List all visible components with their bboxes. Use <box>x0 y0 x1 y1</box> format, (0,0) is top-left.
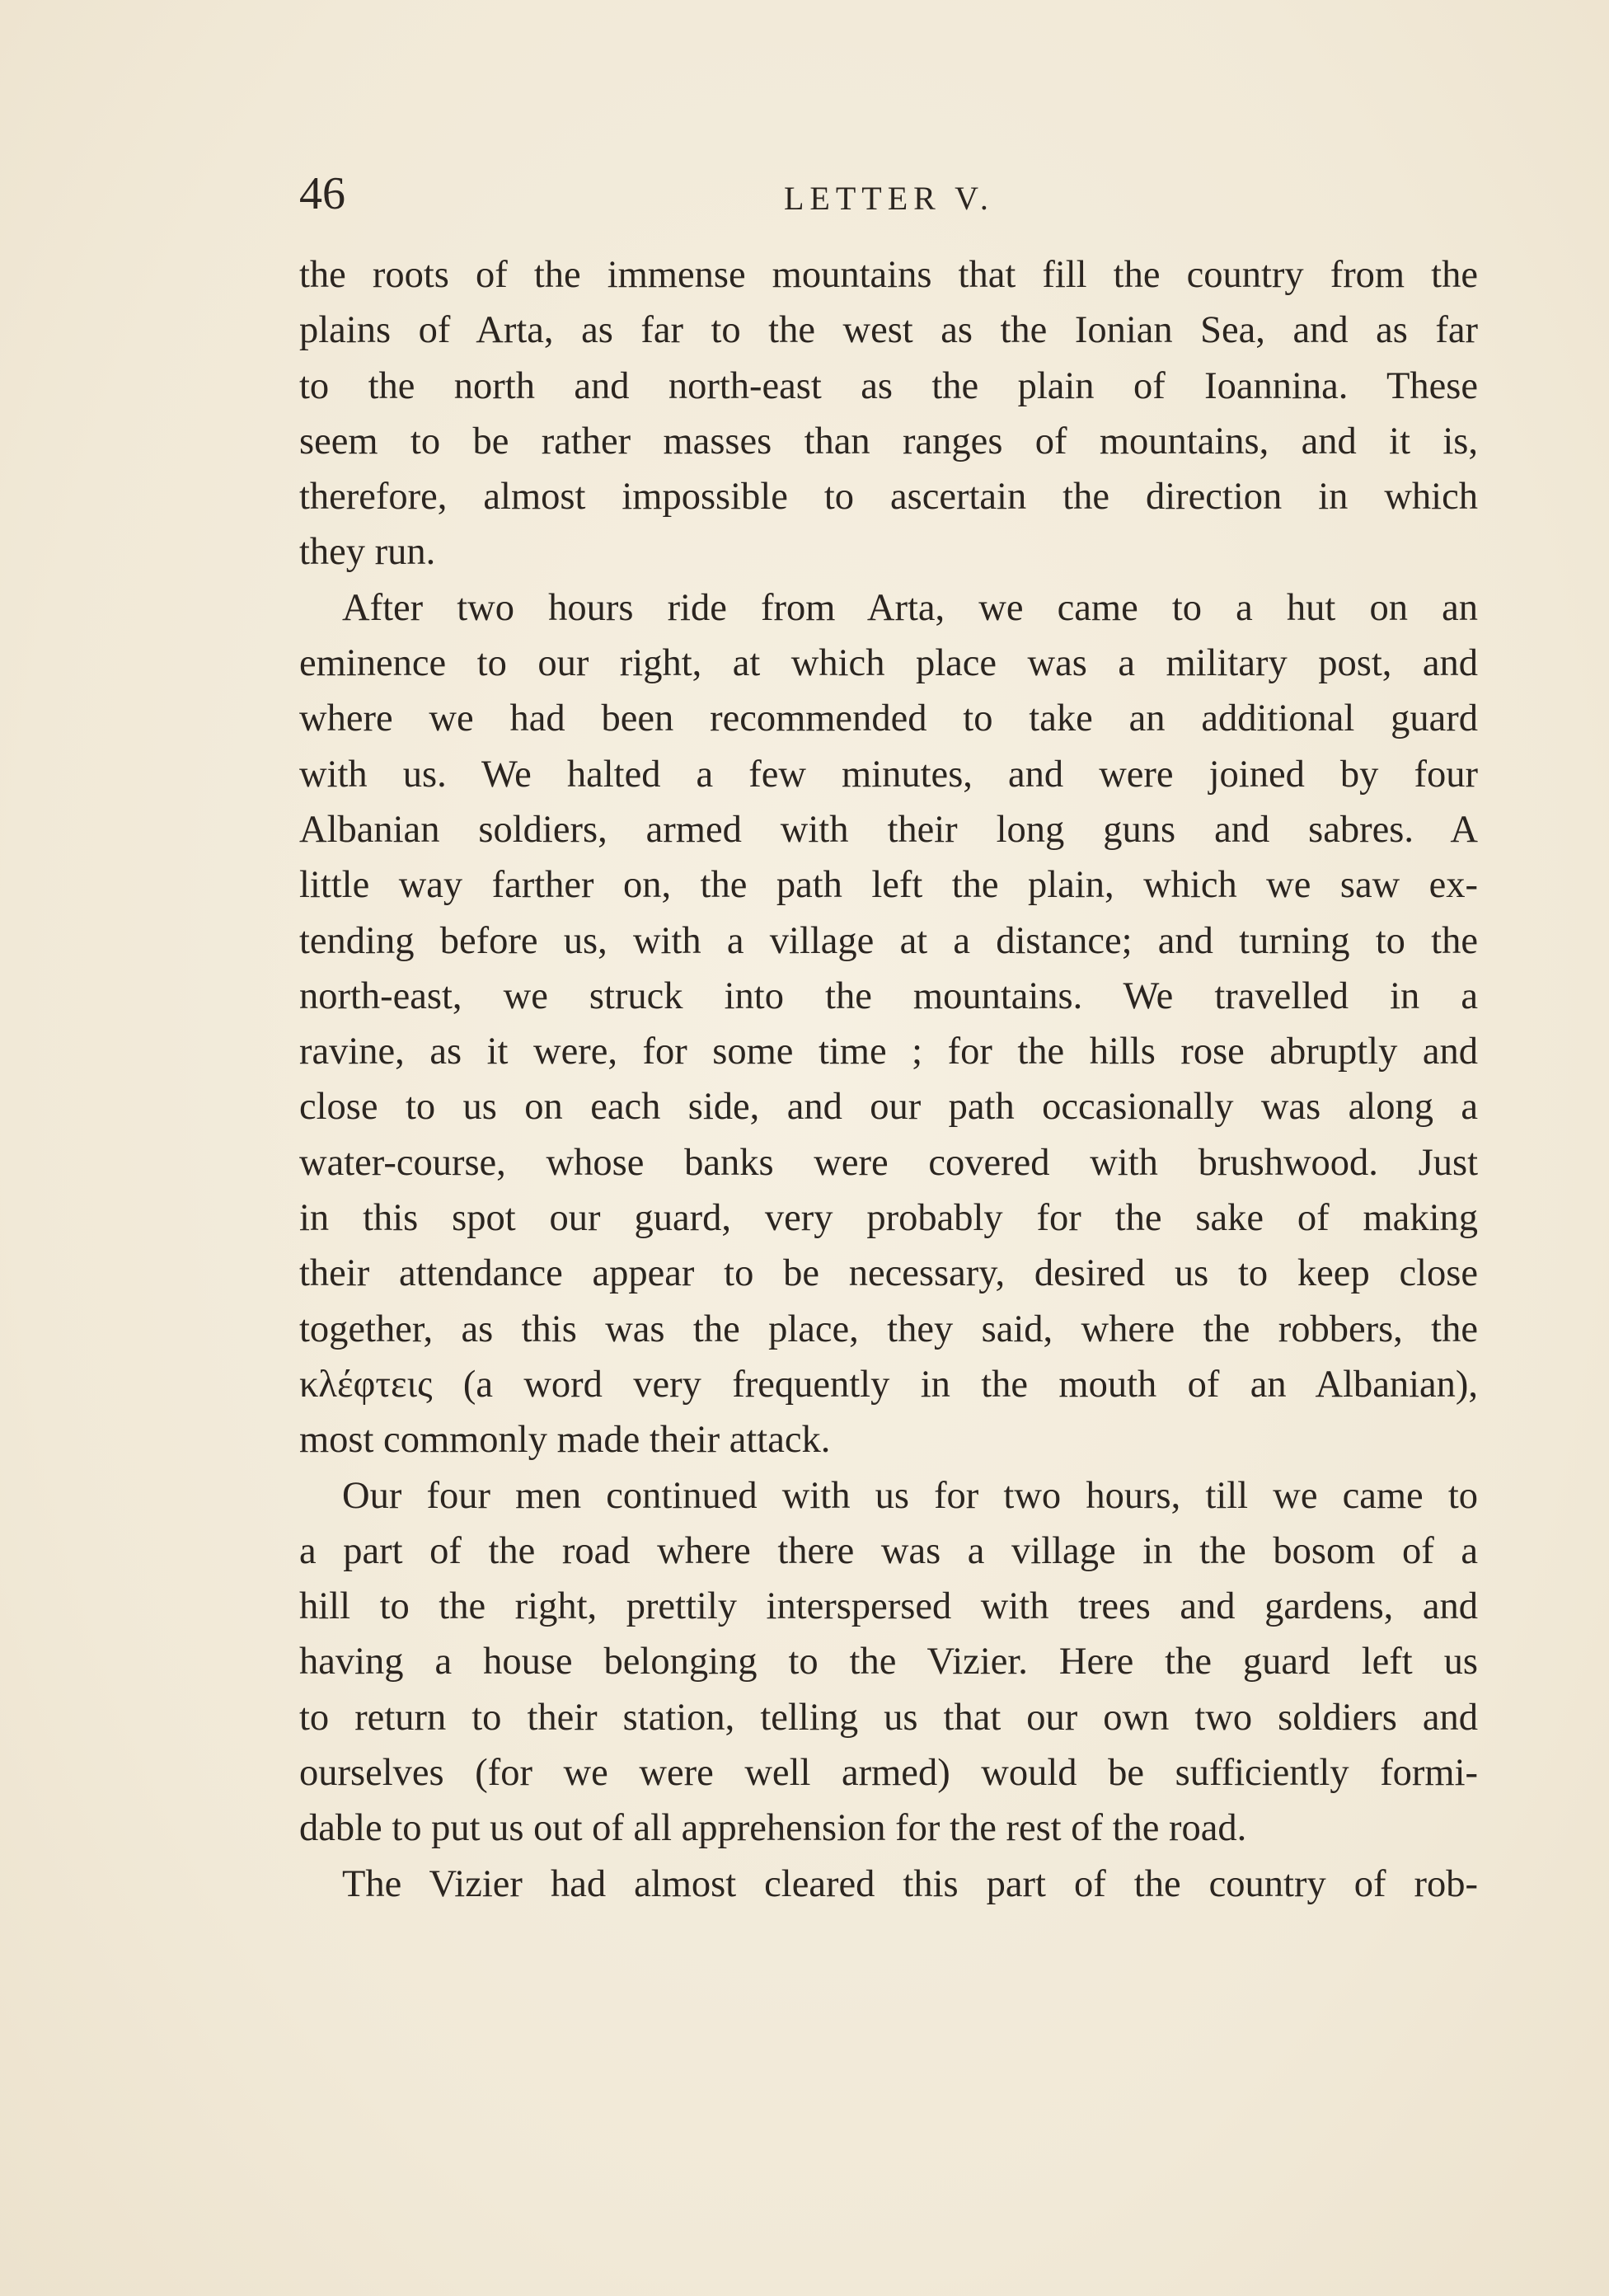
text-line: close to us on each side, and our path occasionally was along a <box>299 1086 1478 1129</box>
text-line: Albanian soldiers, armed with their long guns and sabres. A <box>299 808 1478 851</box>
body-text <box>299 247 1478 1912</box>
text-line: ourselves (for we were well armed) would be sufficiently formi- <box>299 1752 1478 1795</box>
chapter-title: LETTER V. <box>784 180 994 217</box>
text-line: together, as this was the place, they said, where the robbers, the <box>299 1308 1478 1350</box>
text-line: little way farther on, the path left the plain, which we saw ex- <box>299 864 1478 907</box>
page-number: 46 <box>299 168 345 219</box>
text-line: eminence to our right, at which place was a military post, and <box>299 642 1478 685</box>
text-line: north-east, we struck into the mountains. We travelled in a <box>299 974 1478 1017</box>
text-line: tending before us, with a village at a distance; and turning to the <box>299 919 1478 962</box>
text-line: κλέφτεις (a word very frequently in the mouth of an Albanian), <box>299 1363 1478 1406</box>
paragraph-start-line: After two hours ride from Arta, we came to a hut on an <box>342 586 1478 629</box>
text-line: the roots of the immense mountains that fill the country from the <box>299 254 1478 296</box>
text-line: in this spot our guard, very probably for the sake of making <box>299 1197 1478 1240</box>
text-line: a part of the road where there was a village in the bosom of a <box>299 1529 1478 1572</box>
text-line: therefore, almost impossible to ascertain the direction in which <box>299 476 1478 519</box>
text-line: dable to put us out of all apprehension for the rest of the road. <box>299 1807 1247 1850</box>
paragraph-start-line: The Vizier had almost cleared this part of the country of rob- <box>342 1862 1478 1905</box>
text-line: to return to their station, telling us that our own two soldiers and <box>299 1696 1478 1739</box>
text-line: they run. <box>299 531 436 574</box>
text-line: most commonly made their attack. <box>299 1419 831 1462</box>
text-line: water-course, whose banks were covered with brushwood. Just <box>299 1141 1478 1184</box>
text-line: their attendance appear to be necessary, desired us to keep close <box>299 1252 1478 1295</box>
text-line: having a house belonging to the Vizier. Here the guard left us <box>299 1641 1478 1683</box>
text-line: seem to be rather masses than ranges of mountains, and it is, <box>299 420 1478 462</box>
text-line: ravine, as it were, for some time ; for the hills rose abruptly and <box>299 1031 1478 1073</box>
text-line: hill to the right, prettily interspersed with trees and gardens, and <box>299 1585 1478 1628</box>
text-line: to the north and north-east as the plain of Ioannina. These <box>299 364 1478 407</box>
text-line: where we had been recommended to take an additional guard <box>299 697 1478 740</box>
text-line: plains of Arta, as far to the west as the Ionian Sea, and as far <box>299 309 1478 352</box>
text-line: with us. We halted a few minutes, and were joined by four <box>299 753 1478 796</box>
running-head <box>299 157 1486 231</box>
paragraph-start-line: Our four men continued with us for two hours, till we came to <box>342 1474 1478 1517</box>
